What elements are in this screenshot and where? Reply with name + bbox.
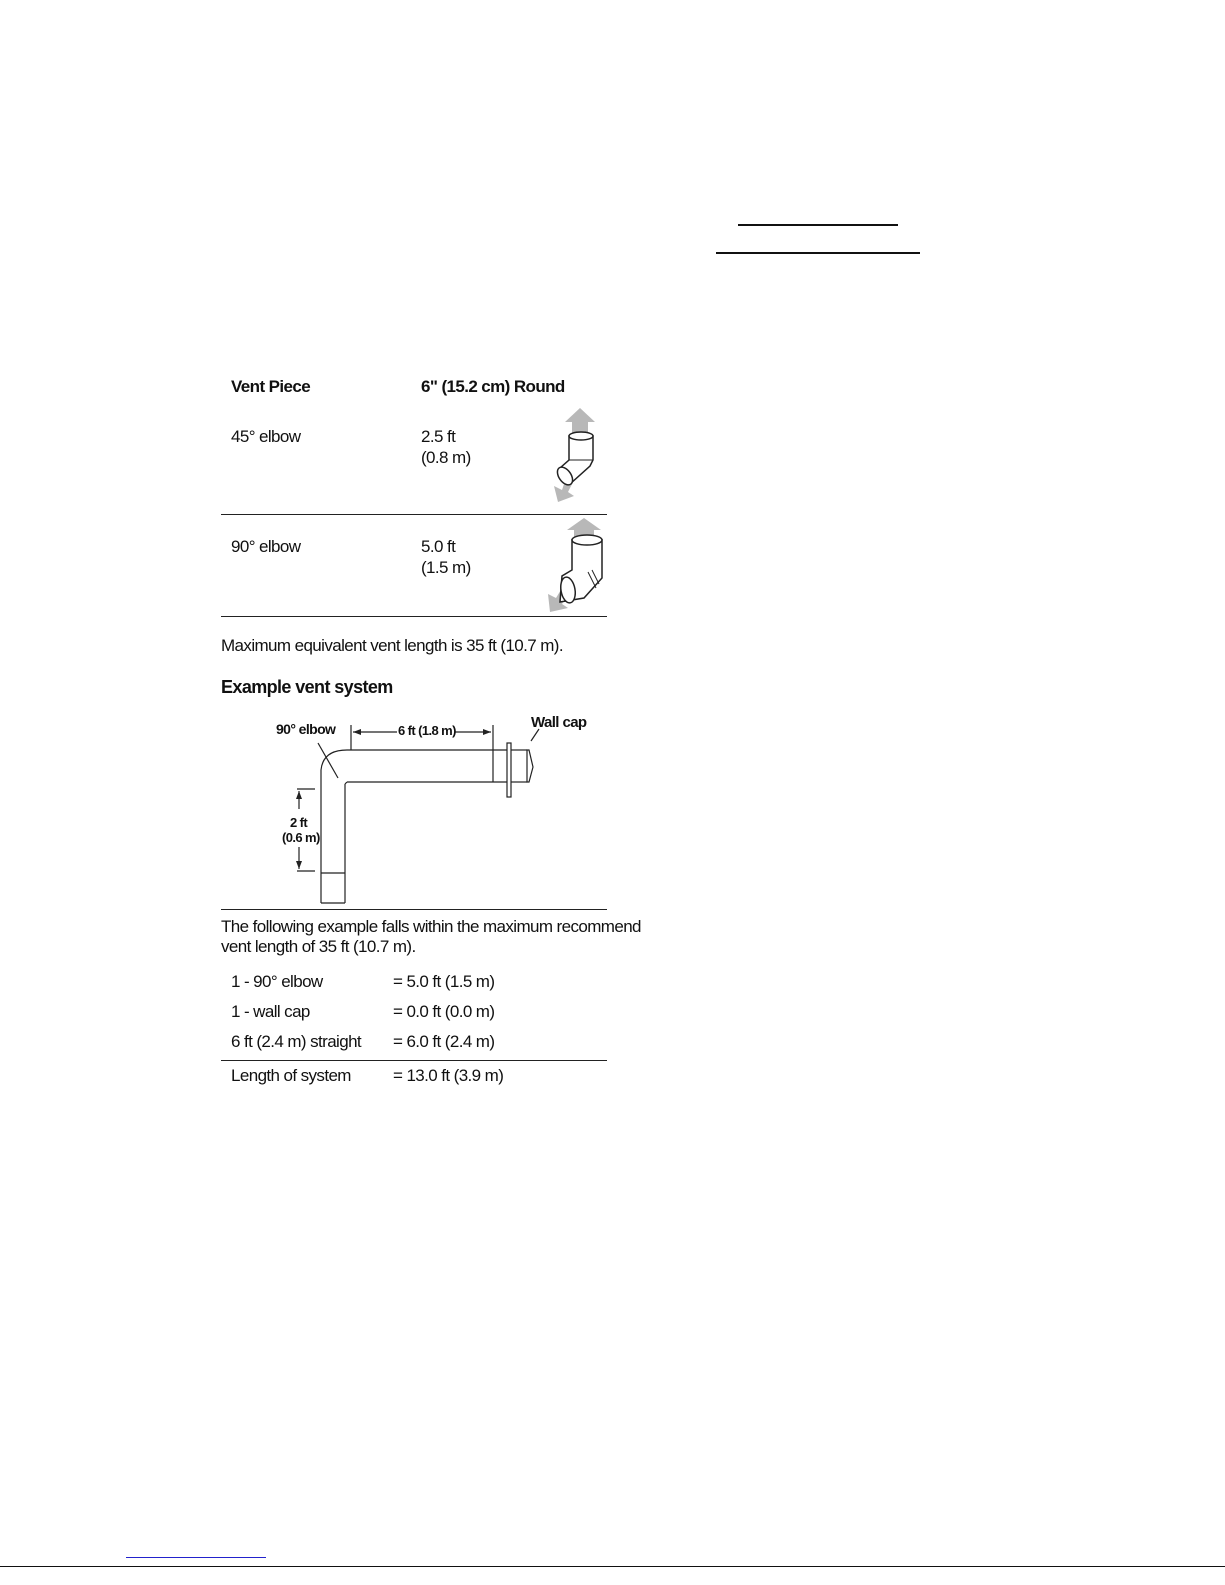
diagram-horizontal-label: 6 ft (1.8 m) <box>398 723 456 738</box>
max-length-note: Maximum equivalent vent length is 35 ft (10.7 m). <box>221 636 563 655</box>
calc-value: = 6.0 ft (2.4 m) <box>393 1032 495 1051</box>
diagram-vertical-label-m: (0.6 m) <box>282 830 320 845</box>
calc-item: 6 ft (2.4 m) straight <box>231 1032 362 1051</box>
row-piece: 90° elbow <box>231 537 301 556</box>
calc-total-value: = 13.0 ft (3.9 m) <box>393 1066 504 1085</box>
example-note-line1: The following example falls within the maximum recommend <box>221 917 641 936</box>
row-length-ft: 5.0 ft <box>421 537 456 556</box>
header-rule-top <box>738 224 898 226</box>
row-length-ft: 2.5 ft <box>421 427 456 446</box>
header-rule-bottom <box>716 252 920 254</box>
calc-total-rule <box>221 1060 607 1061</box>
example-note-line2: vent length of 35 ft (10.7 m). <box>221 937 416 956</box>
elbow-90-icon <box>544 518 610 614</box>
table-header-size: 6" (15.2 cm) Round <box>421 377 565 396</box>
footer-link-underline <box>126 1557 266 1558</box>
diagram-elbow-label: 90° elbow <box>276 721 336 737</box>
table-bottom-rule <box>221 616 607 617</box>
diagram-wallcap-label: Wall cap <box>531 714 587 731</box>
calc-item: 1 - 90° elbow <box>231 972 323 991</box>
table-header-piece: Vent Piece <box>231 377 311 396</box>
example-rule <box>221 909 607 910</box>
table-divider <box>221 514 607 515</box>
example-title: Example vent system <box>221 677 393 697</box>
row-length-m: (1.5 m) <box>421 558 471 577</box>
footer-rule <box>0 1566 1225 1567</box>
calc-item: 1 - wall cap <box>231 1002 310 1021</box>
row-piece: 45° elbow <box>231 427 301 446</box>
calc-value: = 5.0 ft (1.5 m) <box>393 972 495 991</box>
row-length-m: (0.8 m) <box>421 448 471 467</box>
diagram-vertical-label-ft: 2 ft <box>290 815 308 830</box>
calc-total-item: Length of system <box>231 1066 351 1085</box>
elbow-45-icon <box>548 406 610 502</box>
calc-value: = 0.0 ft (0.0 m) <box>393 1002 495 1021</box>
